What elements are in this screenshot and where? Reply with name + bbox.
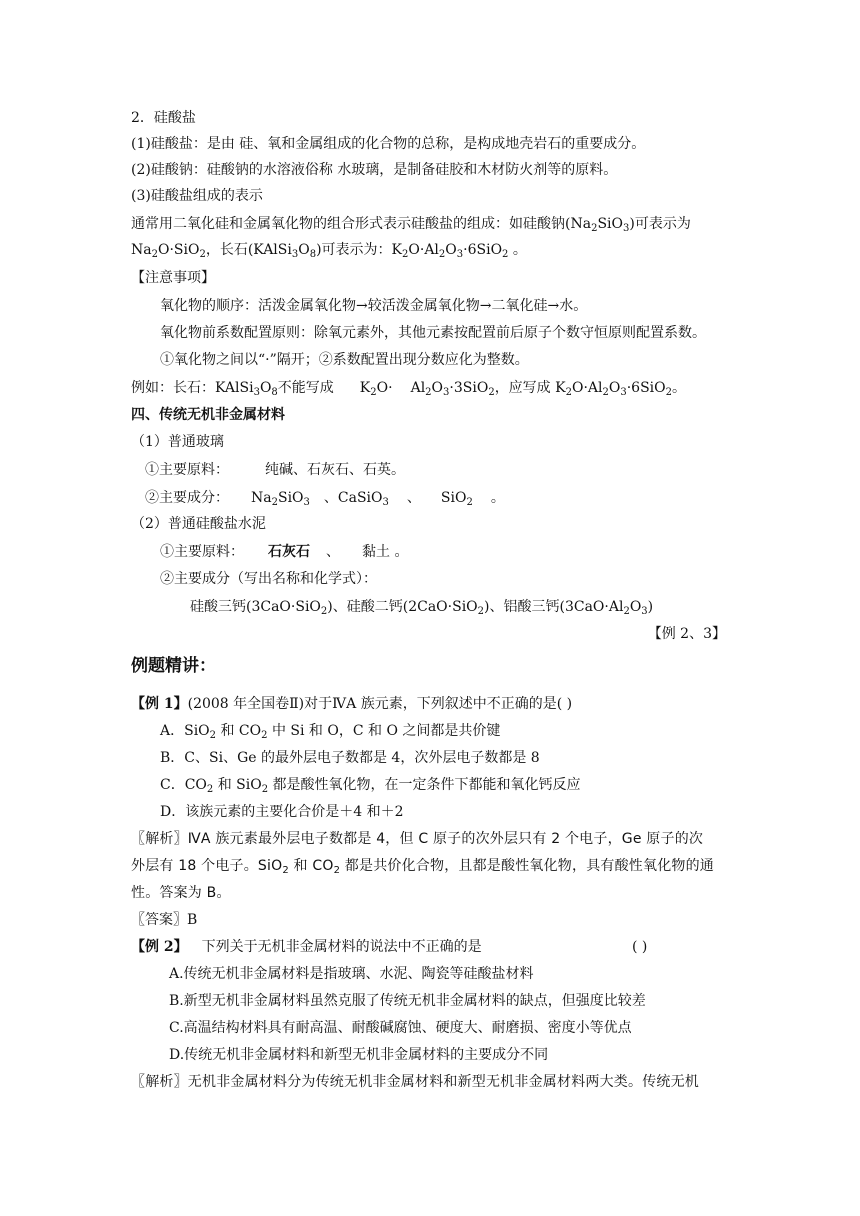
notes-separator-rule: ①氧化物之间以“·”隔开；②系数配置出现分数应化为整数。	[160, 352, 529, 368]
cement-components-label: ②主要成分（写出名称和化学式）：	[160, 571, 377, 587]
example1-option-c: C．$CO_2$ 和 SiO$_2$ 都是酸性氧化物，在一定条件下都能和氧化钙反应	[160, 777, 581, 795]
notes-title: 【注意事项】	[131, 270, 215, 286]
example1-analysis-line3: 性。答案为 B。	[131, 885, 231, 901]
notes-coefficient-rule: 氧化物前系数配置原则：除氧元素外，其他元素按配置前后原子个数守恒原则配置系数。	[160, 325, 706, 341]
glass-components: ②主要成分： $Na_2SiO_3$ 、CaSiO$_3$ 、 SiO$_2$ 。	[145, 490, 505, 508]
examples-title: 例题精讲：	[131, 656, 216, 676]
silicate-representation-line2: $Na_2O\cdot SiO_2$，长石$(KAlSi_3O_8)$可表示为：$K_2O\cdot Al_2O_3\cdot 6SiO_2$ 。	[131, 242, 527, 260]
example2-analysis: 〖解析〗无机非金属材料分为传统无机非金属材料和新型无机非金属材料两大类。传统无机	[131, 1074, 699, 1090]
section4-title: 四、传统无机非金属材料	[131, 407, 285, 423]
cement-components: 硅酸三钙(3CaO·SiO$_2$)、硅酸二钙(2CaO·SiO$_2$)、铝酸三钙$(3CaO\cdot Al_2O_3)$	[190, 599, 654, 617]
example-reference: 【例 2、3】	[647, 626, 726, 642]
example1-answer: 〖答案〗B	[131, 912, 198, 928]
cement-raw-materials: ①主要原料： 石灰石 、 黏土 。	[160, 544, 409, 560]
cement-heading: （2）普通硅酸盐水泥	[131, 516, 266, 532]
notes-oxide-order: 氧化物的顺序：活泼金属氧化物→较活泼金属氧化物→二氧化硅→水。	[160, 298, 588, 314]
example2-option-b: B.新型无机非金属材料虽然克服了传统无机非金属材料的缺点，但强度比较差	[169, 993, 646, 1009]
glass-raw-materials: ①主要原料： 纯碱、石灰石、石英。	[145, 462, 405, 478]
example2-option-c: C.高温结构材料具有耐高温、耐酸碱腐蚀、硬度大、耐磨损、密度小等优点	[169, 1020, 632, 1036]
silicate-representation-line1: 通常用二氧化硅和金属氧化物的组合形式表示硅酸盐的组成：如硅酸钠$(Na_2SiO_3)$可表示为	[131, 216, 691, 234]
example1-analysis-line2: 外层有 18 个电子。SiO$_2$ 和 $CO_2$ 都是共价化合物，且都是酸性氧化物，具有酸性氧化物的通	[131, 858, 714, 876]
sodium-silicate-line: (2)硅酸钠：硅酸钠的水溶液俗称 水玻璃，是制备硅胶和木材防火剂等的原料。	[131, 162, 618, 178]
silicate-definition: (1)硅酸盐：是由 硅、氧和金属组成的化合物的总称，是构成地壳岩石的重要成分。	[131, 136, 646, 152]
example2-question: 【例 2】 下列关于无机非金属材料的说法中不正确的是	[131, 939, 482, 955]
notes-example: 例如：长石：$KAlSi_3O_8$不能写成 $K_2O\cdot Al_2O_3\cdot 3SiO_2$，应写成 $K_2O\cdot Al_2O_3\cdot 6SiO_2$。	[131, 380, 687, 398]
example2-option-a: A.传统无机非金属材料是指玻璃、水泥、陶瓷等硅酸盐材料	[169, 966, 534, 982]
example1-question: 【例 1】(2008 年全国卷Ⅱ)对于ⅣA 族元素，下列叙述中不正确的是( )	[131, 696, 573, 712]
silicate-representation-heading: (3)硅酸盐组成的表示	[131, 188, 263, 204]
example1-option-b: B．C、Si、Ge 的最外层电子数都是 4，次外层电子数都是 8	[160, 750, 540, 766]
example2-answer-paren: ( )	[632, 939, 648, 955]
example1-option-a: A．SiO$_2$ 和 $CO_2$ 中 Si 和 O，C 和 O 之间都是共价键	[160, 723, 501, 741]
example1-option-d: D．该族元素的主要化合价是＋4 和＋2	[160, 804, 404, 820]
example1-analysis-line1: 〖解析〗ⅣA 族元素最外层电子数都是 4，但 C 原子的次外层只有 2 个电子，Ge 原子的次	[131, 831, 704, 847]
silicate-heading: 2．硅酸盐	[131, 110, 196, 126]
glass-heading: （1）普通玻璃	[131, 434, 224, 450]
example2-option-d: D.传统无机非金属材料和新型无机非金属材料的主要成分不同	[169, 1047, 549, 1063]
